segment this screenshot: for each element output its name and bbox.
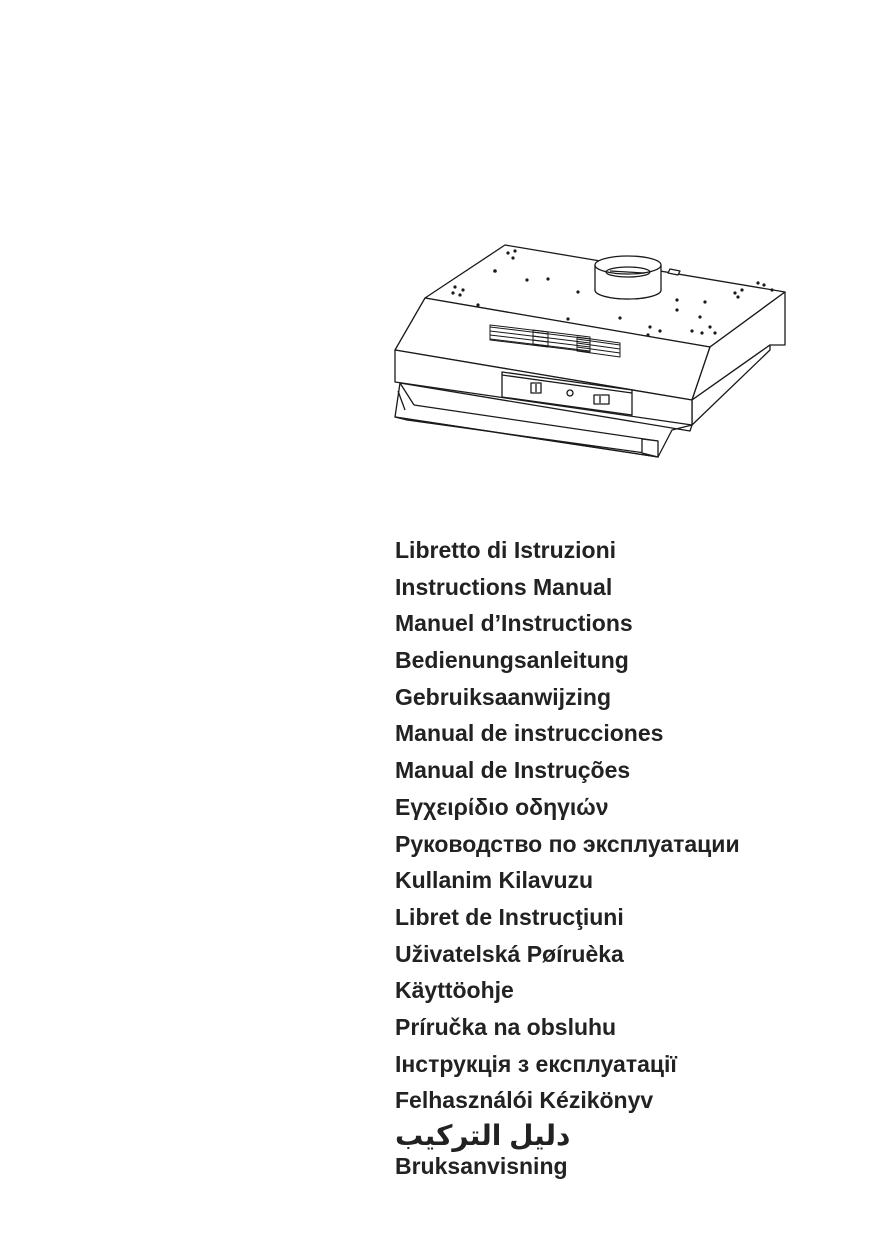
title-russian: Руководство по эксплуатации bbox=[395, 830, 740, 857]
title-czech: Uživatelská Pøíruèka bbox=[395, 940, 624, 967]
manual-title-list bbox=[395, 532, 740, 1179]
title-portuguese: Manual de Instruções bbox=[395, 757, 631, 784]
title-turkish: Kullanim Kilavuzu bbox=[395, 867, 594, 894]
title-arabic: دليل التركيب bbox=[395, 1120, 571, 1151]
title-greek: Εγχειρίδιο οδηγιών bbox=[395, 793, 609, 820]
title-spanish: Manual de instrucciones bbox=[395, 720, 664, 747]
title-english: Instructions Manual bbox=[395, 573, 613, 600]
range-hood-drawing bbox=[380, 235, 800, 475]
title-swedish: Bruksanvisning bbox=[395, 1153, 568, 1179]
title-french: Manuel d’Instructions bbox=[395, 610, 633, 637]
title-slovak: Príručka na obsluhu bbox=[395, 1013, 617, 1040]
range-hood-illustration bbox=[380, 235, 800, 475]
title-german: Bedienungsanleitung bbox=[395, 647, 629, 674]
title-italian: Libretto di Istruzioni bbox=[395, 537, 617, 563]
title-hungarian: Felhasználói Kézikönyv bbox=[395, 1087, 654, 1114]
title-dutch: Gebruiksaanwijzing bbox=[395, 683, 611, 710]
title-ukrainian: Інструкція з експлуатації bbox=[395, 1050, 677, 1077]
title-finnish: Käyttöohje bbox=[395, 977, 514, 1004]
title-romanian: Libret de Instrucţiuni bbox=[395, 903, 624, 930]
